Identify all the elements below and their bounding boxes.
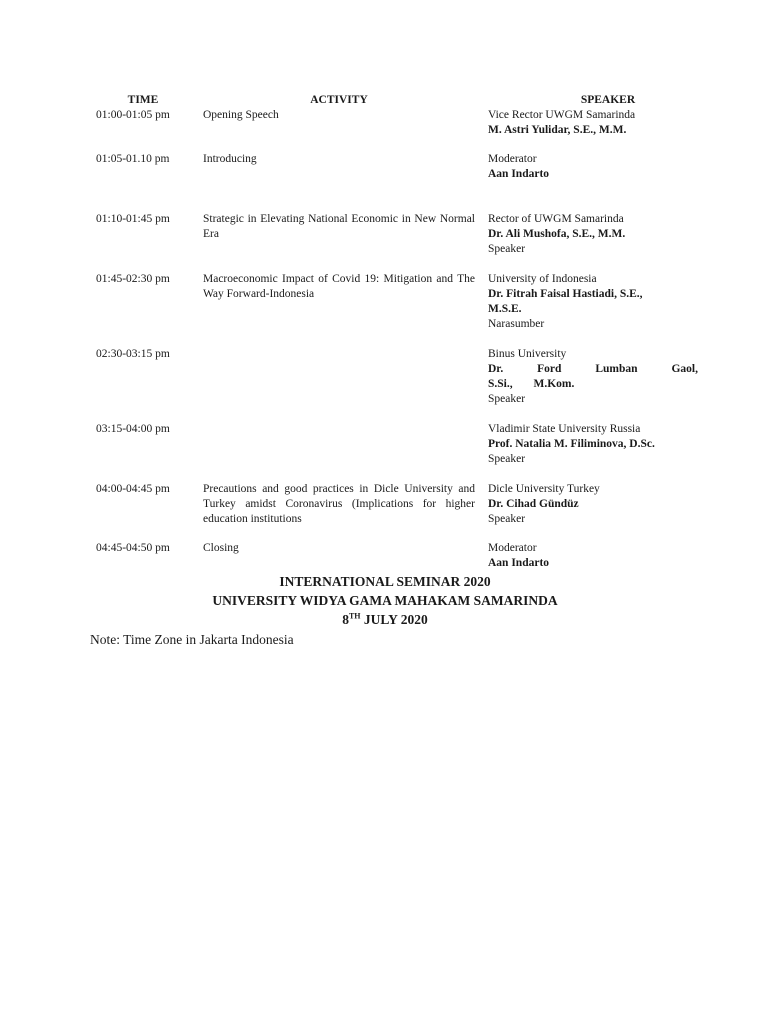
table-row (90, 422, 705, 482)
time-zone-note: Note: Time Zone in Jakarta Indonesia (90, 632, 294, 647)
table-row (90, 347, 705, 422)
time-cell: 01:00-01:05 pm (96, 109, 170, 121)
date-suffix: TH (348, 611, 361, 621)
header-speaker: SPEAKER (580, 94, 636, 106)
speaker-cell (488, 541, 698, 571)
header-time: TIME (127, 94, 159, 106)
seminar-title: INTERNATIONAL SEMINAR 2020 (279, 574, 491, 589)
speaker-name: Dr. Ali Mushofa, S.E., M.M. (488, 228, 626, 240)
speaker-name: Prof. Natalia M. Filiminova, D.Sc. (488, 438, 655, 450)
date-day: 8 (342, 612, 349, 627)
speaker-name: M. Astri Yulidar, S.E., M.M. (488, 124, 627, 136)
seminar-date (90, 610, 680, 629)
activity-cell: Precautions and good practices in Dicle University and Turkey amidst Coronavirus (Implications for higher education institutions (203, 483, 475, 525)
time-cell: 01:10-01:45 pm (96, 213, 170, 225)
speaker-role: Speaker (488, 453, 526, 465)
speaker-role: Speaker (488, 393, 526, 405)
table-row (90, 272, 705, 347)
table-row (90, 108, 705, 152)
speaker-cell (488, 347, 698, 407)
header-activity: ACTIVITY (310, 94, 368, 106)
speaker-cell (488, 482, 698, 527)
speaker-cell (488, 108, 698, 138)
time-cell: 04:00-04:45 pm (96, 483, 170, 495)
activity-cell: Introducing (203, 153, 257, 165)
table-row (90, 152, 705, 212)
table-row (90, 482, 705, 541)
activity-cell: Macroeconomic Impact of Covid 19: Mitigation and The Way Forward-Indonesia (203, 273, 475, 300)
speaker-role: Speaker (488, 243, 526, 255)
activity-cell: Opening Speech (203, 109, 279, 121)
speaker-name: Aan Indarto (488, 557, 550, 569)
speaker-affiliation: Moderator (488, 542, 537, 554)
time-cell: 01:45-02:30 pm (96, 273, 170, 285)
speaker-affiliation: University of Indonesia (488, 273, 597, 285)
time-cell: 01:05-01.10 pm (96, 153, 170, 165)
speaker-cell (488, 212, 698, 257)
table-header-row (90, 93, 705, 108)
time-cell: 02:30-03:15 pm (96, 348, 170, 360)
table-row (90, 212, 705, 272)
speaker-role: Speaker (488, 513, 526, 525)
speaker-affiliation: Vice Rector UWGM Samarinda (488, 109, 636, 121)
speaker-cell (488, 422, 698, 467)
university-name: UNIVERSITY WIDYA GAMA MAHAKAM SAMARINDA (212, 593, 558, 608)
speaker-affiliation: Binus University (488, 348, 567, 360)
speaker-cell (488, 152, 698, 182)
time-cell: 03:15-04:00 pm (96, 423, 170, 435)
speaker-name: Dr. Fitrah Faisal Hastiadi, S.E., M.S.E. (488, 288, 643, 315)
time-cell: 04:45-04:50 pm (96, 542, 170, 554)
speaker-affiliation: Moderator (488, 153, 537, 165)
speaker-affiliation: Rector of UWGM Samarinda (488, 213, 624, 225)
speaker-name: Dr. Ford Lumban Gaol, S.Si., M.Kom. (488, 363, 698, 390)
activity-cell: Closing (203, 542, 239, 554)
speaker-name: Dr. Cihad Gündüz (488, 498, 579, 510)
speaker-cell (488, 272, 673, 332)
schedule-table (90, 93, 705, 571)
seminar-title-block (90, 572, 680, 629)
speaker-role: Narasumber (488, 318, 545, 330)
speaker-name: Aan Indarto (488, 168, 550, 180)
date-month-year: JULY 2020 (360, 612, 428, 627)
speaker-affiliation: Vladimir State University Russia (488, 423, 641, 435)
table-row (90, 541, 705, 571)
speaker-affiliation: Dicle University Turkey (488, 483, 600, 495)
activity-cell: Strategic in Elevating National Economic in New Normal Era (203, 213, 475, 240)
